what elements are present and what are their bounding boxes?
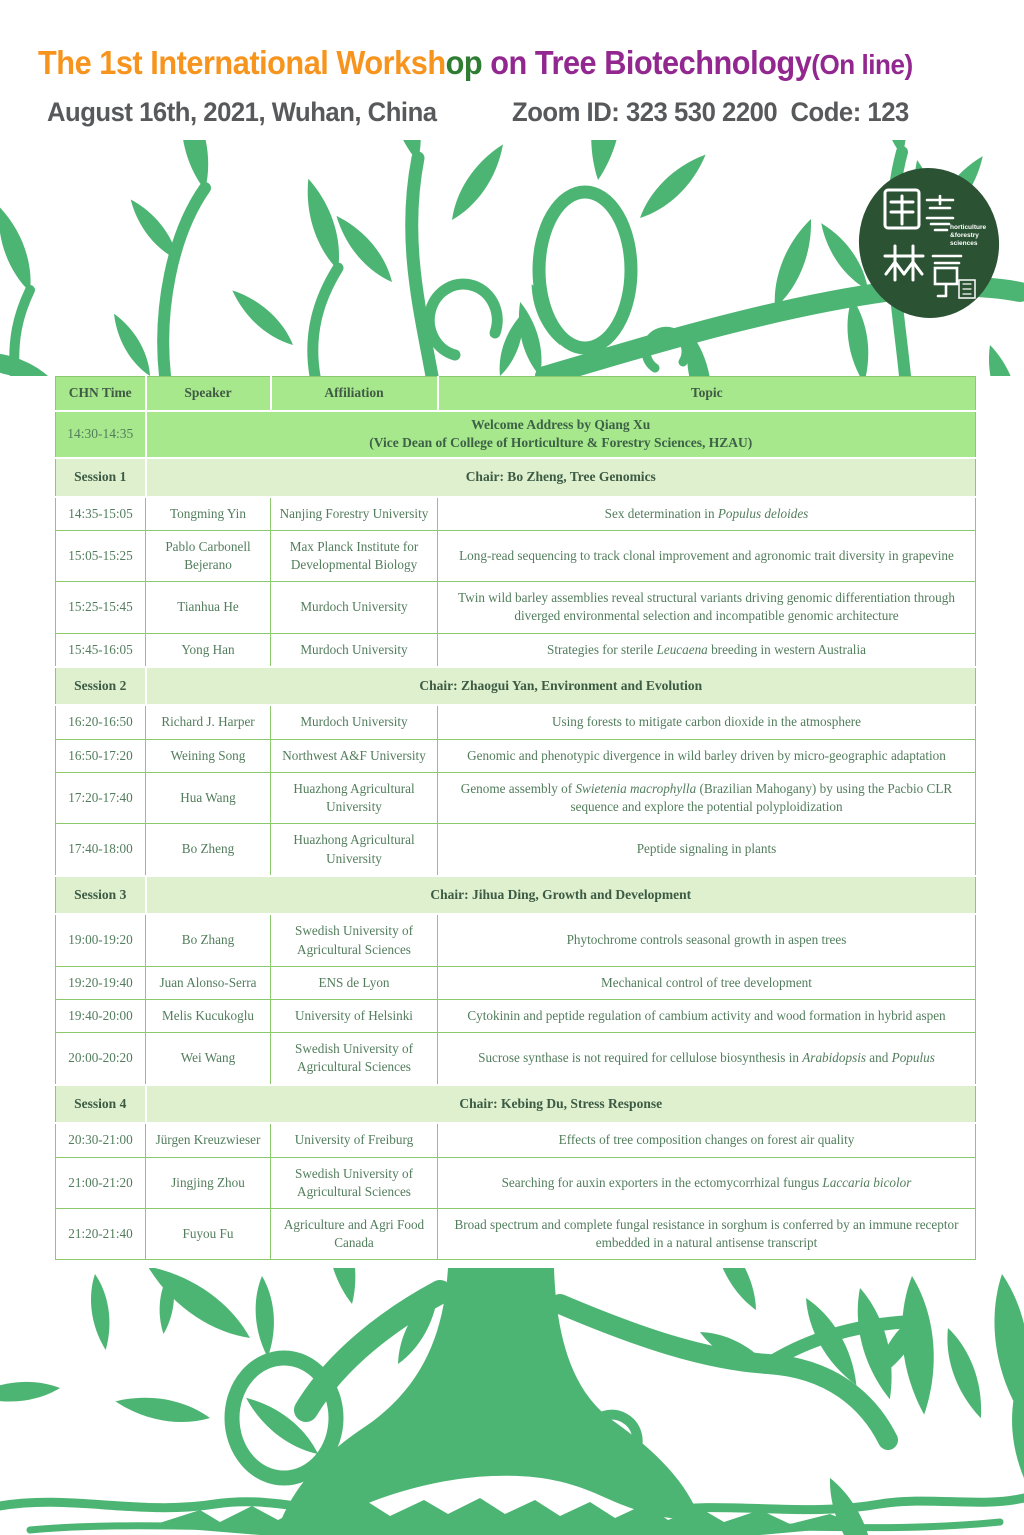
column-header: Affiliation <box>271 377 438 411</box>
topic-text: Effects of tree composition changes on forest air quality <box>558 1132 855 1148</box>
affiliation-cell: Agriculture and Agri Food Canada <box>271 1208 438 1259</box>
speaker-cell: Hua Wang <box>146 772 271 823</box>
affiliation-cell: Murdoch University <box>271 633 438 667</box>
session-row <box>56 1085 976 1124</box>
species-name: Arabidopsis <box>802 1050 866 1066</box>
time-cell: 15:05-15:25 <box>56 530 146 581</box>
topic-text: Genomic and phenotypic divergence in wild barley driven by micro-geographic adaptation <box>467 747 946 763</box>
session-chair-cell: Chair: Jihua Ding, Growth and Development <box>146 876 976 915</box>
talk-row <box>56 739 976 772</box>
topic-text: Twin wild barley assemblies reveal structural variants driving genomic differentiation through diverged environmental selection and incompatible genomic architecture <box>458 590 955 624</box>
title-segment: (On line) <box>811 49 913 80</box>
speaker-cell: Fuyou Fu <box>146 1208 271 1259</box>
schedule-table <box>55 376 976 1260</box>
affiliation-cell: Swedish University of Agricultural Sciences <box>271 914 438 966</box>
session-label-cell: Session 4 <box>56 1085 146 1124</box>
speaker-cell: Tianhua He <box>146 582 271 633</box>
time-cell: 20:30-21:00 <box>56 1123 146 1157</box>
time-cell: 14:35-15:05 <box>56 497 146 531</box>
talk-row <box>56 582 976 633</box>
topic-cell <box>438 633 976 667</box>
topic-cell <box>438 705 976 739</box>
schedule-header-row <box>56 377 976 411</box>
topic-text: Phytochrome controls seasonal growth in aspen trees <box>566 932 847 948</box>
welcome-line: Welcome Address by Qiang Xu <box>471 416 651 432</box>
speaker-cell: Tongming Yin <box>146 497 271 531</box>
session-row <box>56 667 976 706</box>
time-cell: 19:40-20:00 <box>56 1000 146 1033</box>
workshop-title <box>38 44 913 82</box>
time-cell: 21:00-21:20 <box>56 1157 146 1208</box>
zoom-meeting-info: Zoom ID: 323 530 2200 Code: 123 <box>512 97 909 127</box>
time-cell: 16:20-16:50 <box>56 705 146 739</box>
title-segment: The 1st International Worksh <box>38 44 446 81</box>
topic-text: Mechanical control of tree development <box>601 974 812 990</box>
speaker-cell: Wei Wang <box>146 1033 271 1085</box>
session-chair-cell: Chair: Zhaogui Yan, Environment and Evolution <box>146 667 976 706</box>
topic-cell <box>438 1157 976 1208</box>
column-header: CHN Time <box>56 377 146 411</box>
column-header: Speaker <box>146 377 271 411</box>
talk-row <box>56 1123 976 1157</box>
speaker-cell: Richard J. Harper <box>146 705 271 739</box>
topic-cell <box>438 739 976 772</box>
topic-cell <box>438 1208 976 1259</box>
topic-text: Long-read sequencing to track clonal improvement and agronomic trait diversity in grapevine <box>459 547 954 563</box>
species-name: Populus <box>891 1050 935 1066</box>
session-chair-cell: Chair: Bo Zheng, Tree Genomics <box>146 458 976 497</box>
affiliation-cell: Swedish University of Agricultural Sciences <box>271 1033 438 1085</box>
species-name: Laccaria bicolor <box>822 1174 912 1190</box>
welcome-cell <box>146 411 976 458</box>
talk-row <box>56 1208 976 1259</box>
time-cell: 15:25-15:45 <box>56 582 146 633</box>
logo-subtext-line: &forestry <box>950 232 979 240</box>
time-cell: 16:50-17:20 <box>56 739 146 772</box>
topic-cell <box>438 914 976 966</box>
date-location: August 16th, 2021, Wuhan, China <box>47 97 437 127</box>
talk-row <box>56 497 976 531</box>
speaker-cell: Yong Han <box>146 633 271 667</box>
topic-text: Cytokinin and peptide regulation of cambium activity and wood formation in hybrid aspen <box>467 1008 946 1024</box>
logo-subtext <box>950 224 986 248</box>
time-cell: 15:45-16:05 <box>56 633 146 667</box>
logo-subtext-line: sciences <box>950 240 978 248</box>
speaker-cell: Bo Zheng <box>146 824 271 876</box>
topic-cell <box>438 530 976 581</box>
session-label-cell: Session 1 <box>56 458 146 497</box>
talk-row <box>56 824 976 876</box>
column-header: Topic <box>438 377 976 411</box>
time-cell: 19:20-19:40 <box>56 966 146 999</box>
topic-text: Sucrose synthase is not required for cellulose biosynthesis in <box>478 1050 803 1066</box>
speaker-cell: Weining Song <box>146 739 271 772</box>
title-segment: on Tree Biotechnology <box>482 44 812 81</box>
session-chair-cell: Chair: Kebing Du, Stress Response <box>146 1085 976 1124</box>
talk-row <box>56 705 976 739</box>
affiliation-cell: Huazhong Agricultural University <box>271 772 438 823</box>
topic-text: Peptide signaling in plants <box>636 841 777 857</box>
talk-row <box>56 914 976 966</box>
horticulture-forestry-logo <box>855 166 1005 321</box>
affiliation-cell: Max Planck Institute for Developmental Biology <box>271 530 438 581</box>
welcome-row <box>56 411 976 458</box>
topic-text: (Brazilian Mahogany) by using the Pacbio CLR sequence and explore the potential polyploidization <box>570 780 953 815</box>
time-cell: 19:00-19:20 <box>56 914 146 966</box>
talk-row <box>56 1157 976 1208</box>
time-cell: 21:20-21:40 <box>56 1208 146 1259</box>
topic-cell <box>438 497 976 531</box>
talk-row <box>56 530 976 581</box>
time-cell: 17:40-18:00 <box>56 824 146 876</box>
affiliation-cell: Nanjing Forestry University <box>271 497 438 531</box>
topic-cell <box>438 824 976 876</box>
talk-row <box>56 966 976 999</box>
schedule-body <box>56 411 976 1260</box>
speaker-cell: Jingjing Zhou <box>146 1157 271 1208</box>
time-cell: 20:00-20:20 <box>56 1033 146 1085</box>
session-label-cell: Session 3 <box>56 876 146 915</box>
topic-text: Searching for auxin exporters in the ectomycorrhizal fungus <box>501 1174 823 1190</box>
tree-trunk-roots-art <box>0 1268 1024 1535</box>
speaker-cell: Juan Alonso-Serra <box>146 966 271 999</box>
affiliation-cell: Northwest A&F University <box>271 739 438 772</box>
logo-subtext-line: horticulture <box>950 224 987 231</box>
session-row <box>56 458 976 497</box>
species-name: Leucaena <box>656 641 708 657</box>
affiliation-cell: Huazhong Agricultural University <box>271 824 438 876</box>
topic-text: breeding in western Australia <box>707 641 866 657</box>
species-name: Populus deloides <box>717 505 809 521</box>
affiliation-cell: ENS de Lyon <box>271 966 438 999</box>
talk-row <box>56 772 976 823</box>
topic-text: Strategies for sterile <box>547 641 657 657</box>
topic-text: Broad spectrum and complete fungal resistance in sorghum is conferred by an immune receptor embedded in a natural antisense transcript <box>454 1216 959 1251</box>
topic-cell <box>438 1000 976 1033</box>
speaker-cell: Pablo Carbonell Bejerano <box>146 530 271 581</box>
affiliation-cell: Swedish University of Agricultural Sciences <box>271 1157 438 1208</box>
affiliation-cell: University of Helsinki <box>271 1000 438 1033</box>
topic-text: and <box>866 1050 892 1066</box>
topic-text: Using forests to mitigate carbon dioxide in the atmosphere <box>551 714 862 730</box>
speaker-cell: Bo Zhang <box>146 914 271 966</box>
talk-row <box>56 1033 976 1085</box>
topic-text: Sex determination in <box>604 505 718 521</box>
speaker-cell: Melis Kucukoglu <box>146 1000 271 1033</box>
time-cell: 17:20-17:40 <box>56 772 146 823</box>
topic-cell <box>438 1033 976 1085</box>
topic-text: Genome assembly of <box>460 780 576 796</box>
welcome-line: (Vice Dean of College of Horticulture & Forestry Sciences, HZAU) <box>369 435 753 451</box>
affiliation-cell: Murdoch University <box>271 582 438 633</box>
species-name: Swietenia macrophylla <box>575 780 697 796</box>
session-row <box>56 876 976 915</box>
topic-cell <box>438 772 976 823</box>
affiliation-cell: University of Freiburg <box>271 1123 438 1157</box>
time-cell: 14:30-14:35 <box>56 411 146 458</box>
talk-row <box>56 633 976 667</box>
session-label-cell: Session 2 <box>56 667 146 706</box>
talk-row <box>56 1000 976 1033</box>
affiliation-cell: Murdoch University <box>271 705 438 739</box>
title-segment: op <box>445 44 483 81</box>
topic-cell <box>438 582 976 633</box>
topic-cell <box>438 966 976 999</box>
topic-cell <box>438 1123 976 1157</box>
speaker-cell: Jürgen Kreuzwieser <box>146 1123 271 1157</box>
